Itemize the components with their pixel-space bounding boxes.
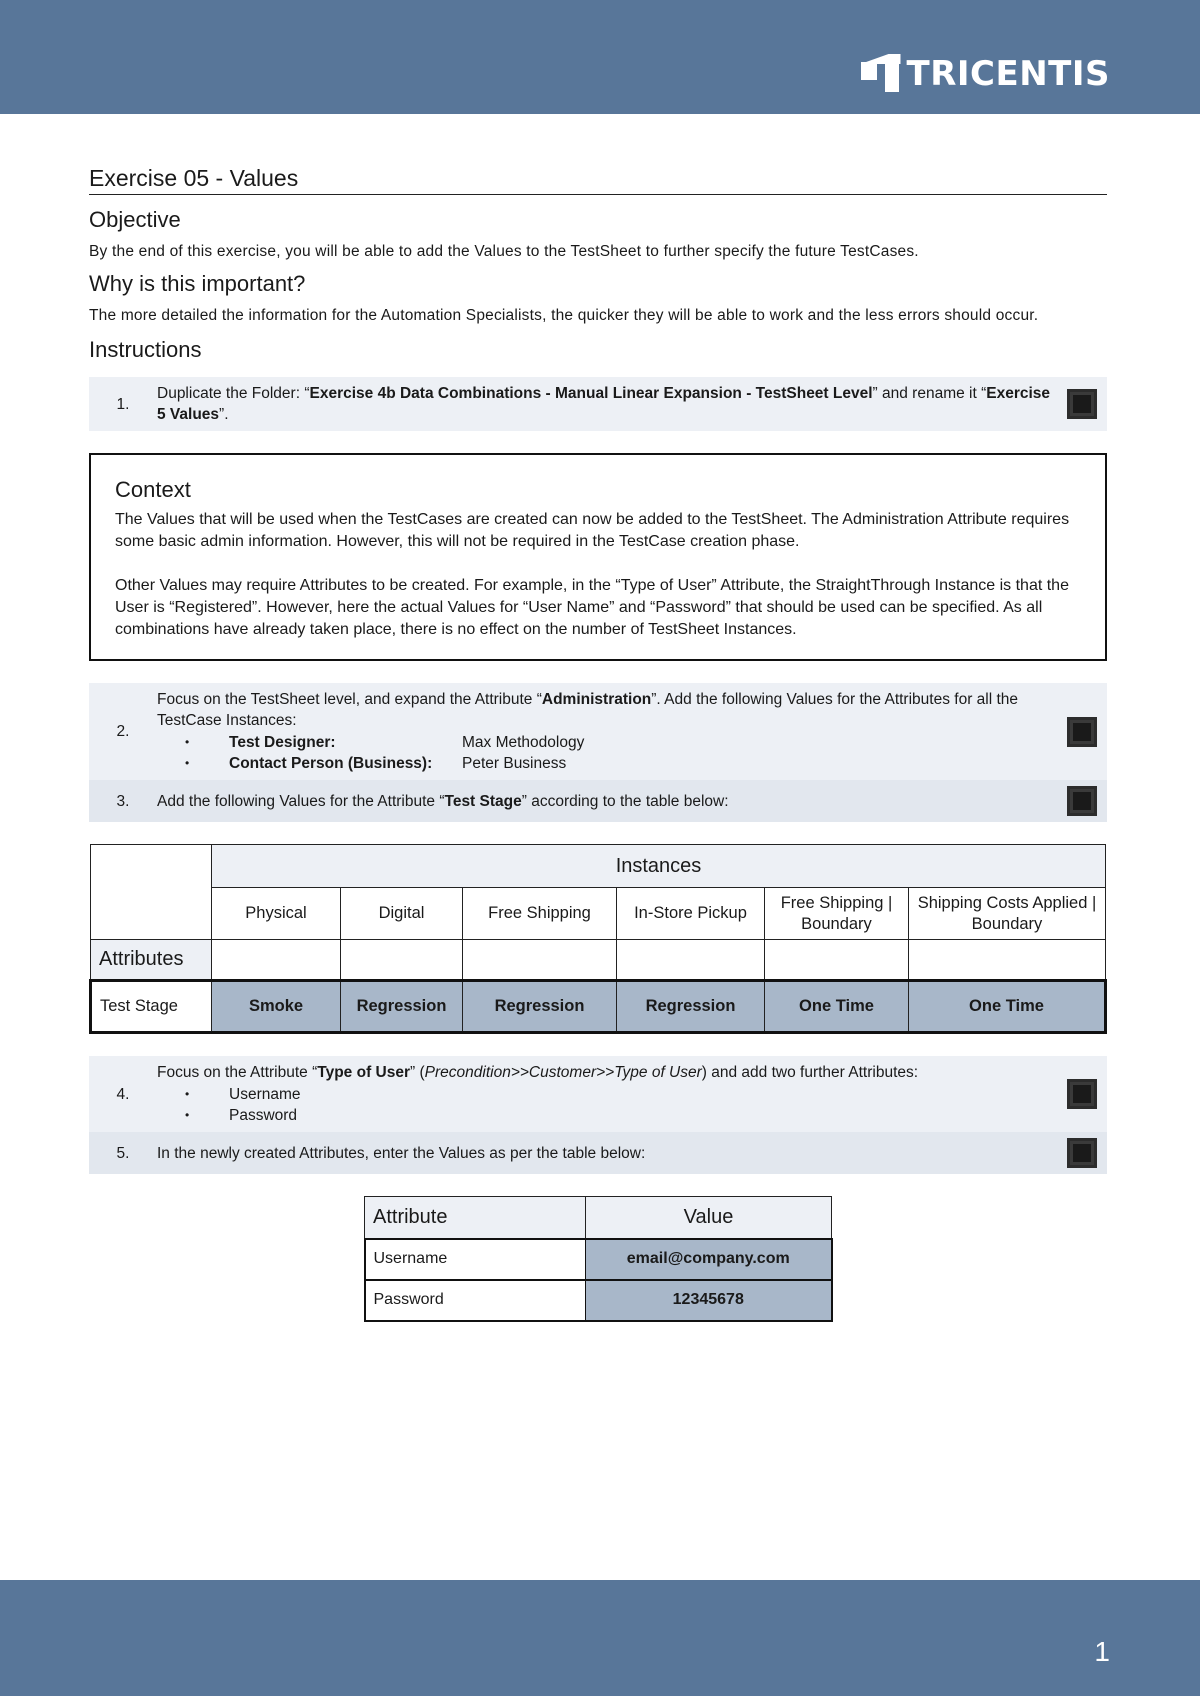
step-number: 1.: [116, 395, 130, 413]
value-cell: Regression: [617, 981, 765, 1033]
context-heading: Context: [115, 477, 191, 502]
column-header: Free Shipping: [463, 888, 617, 940]
column-header: Digital: [341, 888, 463, 940]
attribute-header: Attribute: [365, 1197, 586, 1239]
objective-heading: Objective: [89, 207, 181, 232]
step-text: Add the following Values for the Attribute “Test Stage” according to the table below:: [157, 792, 729, 810]
list-item: • Password: [157, 1105, 1057, 1126]
value-cell: One Time: [765, 981, 909, 1033]
corner-cell: [91, 845, 212, 940]
brand-logo: [861, 54, 1111, 94]
logo-mark-icon: [861, 54, 901, 94]
page-title: Exercise 05 - Values: [89, 165, 1107, 195]
page-footer: [0, 1580, 1200, 1696]
value-cell: 12345678: [586, 1280, 832, 1321]
objective-text: By the end of this exercise, you will be able to add the Values to the TestSheet to further specify the future TestCases.: [89, 243, 919, 260]
step-text: Focus on the Attribute “Type of User” (Precondition>>Customer>>Type of User) and add two further Attributes: • Username • Password: [157, 1062, 1057, 1126]
step-checkbox[interactable]: [1067, 786, 1097, 816]
attribute-value-table: [364, 1196, 833, 1322]
step-1: [89, 377, 1107, 431]
value-cell: Regression: [341, 981, 463, 1033]
step-3: [89, 780, 1107, 822]
step-checkbox[interactable]: [1067, 717, 1097, 747]
value-cell: One Time: [909, 981, 1106, 1033]
document-body: [89, 165, 1107, 1322]
step-checkbox[interactable]: [1067, 389, 1097, 419]
table-row: [91, 981, 1106, 1033]
step-number: 4.: [116, 1085, 130, 1103]
list-item: • Username: [157, 1084, 1057, 1105]
step-text: Focus on the TestSheet level, and expand the Attribute “Administration”. Add the following Values for the Attributes for all the TestCase Instances: • Test Designer: Max Methodology • Contact Person (Business): Peter Business: [157, 689, 1057, 774]
value-header: Value: [586, 1197, 832, 1239]
step-list: [157, 732, 1057, 774]
context-paragraph: Other Values may require Attributes to be created. For example, in the “Type of User” Attribute, the StraightThrough Instance is that the User is “Registered”. However, here the actual Values for “User Name” and “Password” that should be used can be specified. As all combinations have already taken place, there is no effect on the number of TestSheet Instances.: [115, 577, 1069, 638]
step-checkbox[interactable]: [1067, 1138, 1097, 1168]
step-text: Duplicate the Folder: “Exercise 4b Data Combinations - Manual Linear Expansion - TestSheet Level” and rename it “Exercise 5 Values”.: [157, 385, 1051, 423]
step-text: In the newly created Attributes, enter the Values as per the table below:: [157, 1144, 646, 1162]
page-header: [0, 0, 1200, 114]
instances-header: Instances: [212, 845, 1106, 888]
importance-text: The more detailed the information for the Automation Specialists, the quicker they will be able to work and the less errors should occur.: [89, 307, 1039, 324]
step-5: [89, 1132, 1107, 1174]
step-number: 3.: [116, 792, 130, 810]
step-4: [89, 1056, 1107, 1132]
column-header: Physical: [212, 888, 341, 940]
table-row: [365, 1280, 832, 1321]
importance-heading: Why is this important?: [89, 271, 306, 296]
step-checkbox[interactable]: [1067, 1079, 1097, 1109]
list-item: • Contact Person (Business): Peter Business: [157, 753, 1057, 774]
context-paragraph: The Values that will be used when the TestCases are created can now be added to the TestSheet. The Administration Attribute requires some basic admin information. However, this will not be required in the TestCase creation phase.: [115, 511, 1070, 550]
brand-name: TRICENTIS: [906, 54, 1110, 94]
step-number: 2.: [116, 723, 130, 740]
value-cell: email@company.com: [586, 1239, 832, 1280]
test-stage-table: [89, 844, 1107, 1034]
page-number: 1: [1094, 1636, 1110, 1667]
value-cell: Regression: [463, 981, 617, 1033]
instructions-heading: Instructions: [89, 337, 202, 362]
attributes-header: Attributes: [91, 940, 212, 981]
step-list: [157, 1084, 1057, 1126]
step-number: 5.: [116, 1144, 130, 1162]
list-item: • Test Designer: Max Methodology: [157, 732, 1057, 753]
attribute-cell: Password: [365, 1280, 586, 1321]
row-label: Test Stage: [91, 981, 212, 1033]
attribute-cell: Username: [365, 1239, 586, 1280]
step-2: [89, 683, 1107, 780]
column-header: Free Shipping | Boundary: [765, 888, 909, 940]
value-cell: Smoke: [212, 981, 341, 1033]
context-box: [89, 453, 1107, 661]
table-row: [365, 1239, 832, 1280]
column-header: Shipping Costs Applied | Boundary: [909, 888, 1106, 940]
column-header: In-Store Pickup: [617, 888, 765, 940]
